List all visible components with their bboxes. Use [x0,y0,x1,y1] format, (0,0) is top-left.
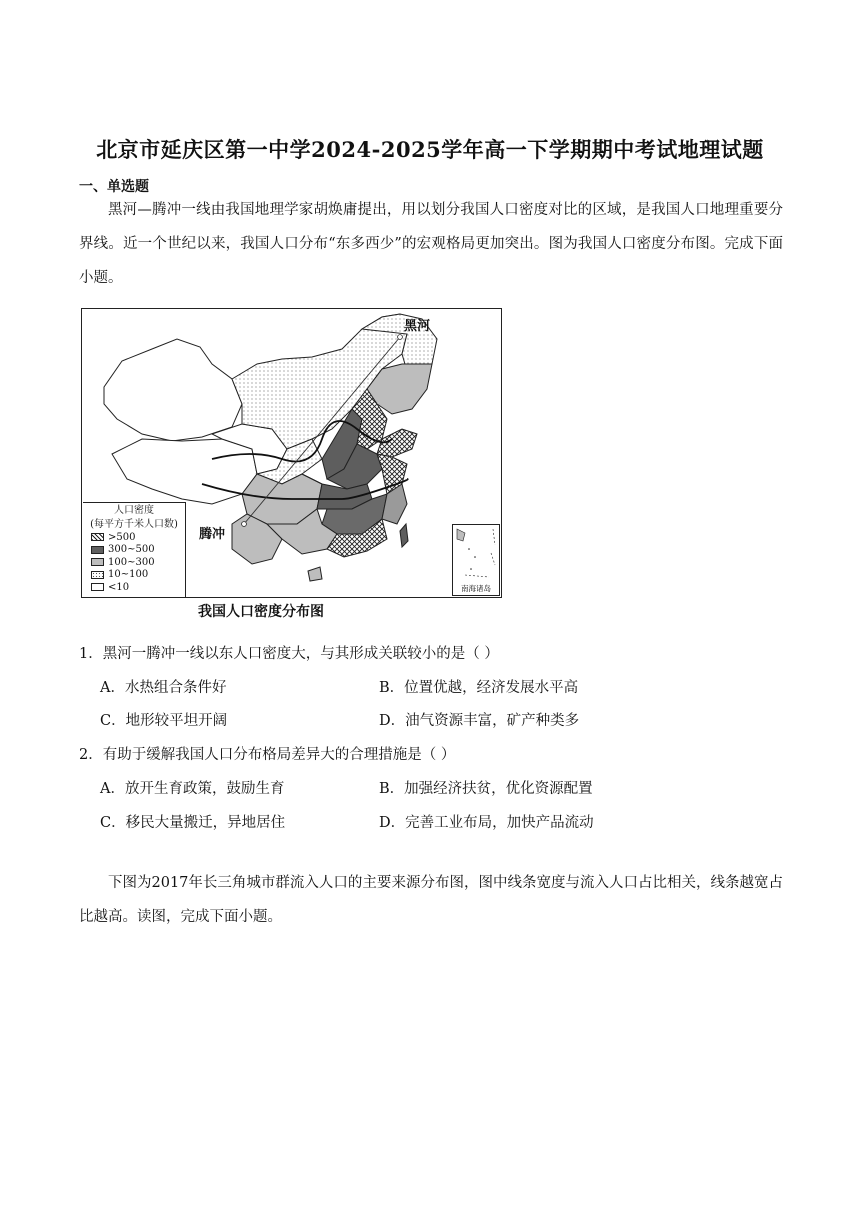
map-legend [83,502,186,597]
swatch-dots [91,571,104,579]
legend-item [83,556,185,569]
map-caption: 我国人口密度分布图 [198,604,324,620]
swatch-dark [91,546,104,554]
question-2-option-a[interactable]: A．放开生育政策，鼓励生育 [100,781,285,797]
legend-item [83,581,185,594]
legend-label: 100~300 [108,556,155,568]
swatch-cross [91,533,104,541]
question-1-option-b[interactable]: B．位置优越，经济发展水平高 [379,680,579,696]
legend-label: <10 [108,581,130,593]
legend-item [83,569,185,582]
question-2-option-c[interactable]: C．移民大量搬迁，异地居住 [100,815,286,831]
population-density-map [81,308,502,598]
legend-label: >500 [108,531,136,543]
legend-item [83,531,185,544]
intro-paragraph-1: 黑河—腾冲一线由我国地理学家胡焕庸提出，用以划分我国人口密度对比的区域，是我国人口地理重要分界线。近一个世纪以来，我国人口分布“东多西少”的宏观格局更加突出。图为我国人口密度分布图。完成下面小题。 [79,202,783,286]
legend-item [83,544,185,557]
question-1-option-a[interactable]: A．水热组合条件好 [100,680,227,696]
inset-islands-illustration [453,525,499,585]
label-tengchong: 腾冲 [199,527,226,542]
question-1-option-d[interactable]: D．油气资源丰富，矿产种类多 [379,713,580,729]
legend-title: 人口密度 [114,505,154,516]
south-china-sea-inset [452,524,500,596]
question-1-option-c[interactable]: C．地形较平坦开阔 [100,713,228,729]
label-heihe: 黑河 [404,319,431,334]
legend-label: 10~100 [108,569,149,581]
page-title: 北京市延庆区第一中学2024-2025学年高一下学期期中考试地理试题 [96,137,764,162]
question-2-stem: 2．有助于缓解我国人口分布格局差异大的合理措施是（ ） [79,747,456,763]
section-heading: 一、单选题 [79,179,149,195]
legend-subtitle: (每平方千米人口数) [90,519,178,530]
question-1-stem: 1．黑河一腾冲一线以东人口密度大，与其形成关联较小的是（ ） [79,646,499,662]
question-2-option-b[interactable]: B．加强经济扶贫，优化资源配置 [379,781,593,797]
swatch-white [91,583,104,591]
question-2-option-d[interactable]: D．完善工业布局，加快产品流动 [379,815,594,831]
inset-label: 南海诸岛 [461,584,491,593]
legend-label: 300~500 [108,544,155,556]
intro-paragraph-2: 下图为2017年长三角城市群流入人口的主要来源分布图，图中线条宽度与流入人口占比相关，线条越宽占比越高。读图，完成下面小题。 [79,875,783,925]
swatch-gray [91,558,104,566]
